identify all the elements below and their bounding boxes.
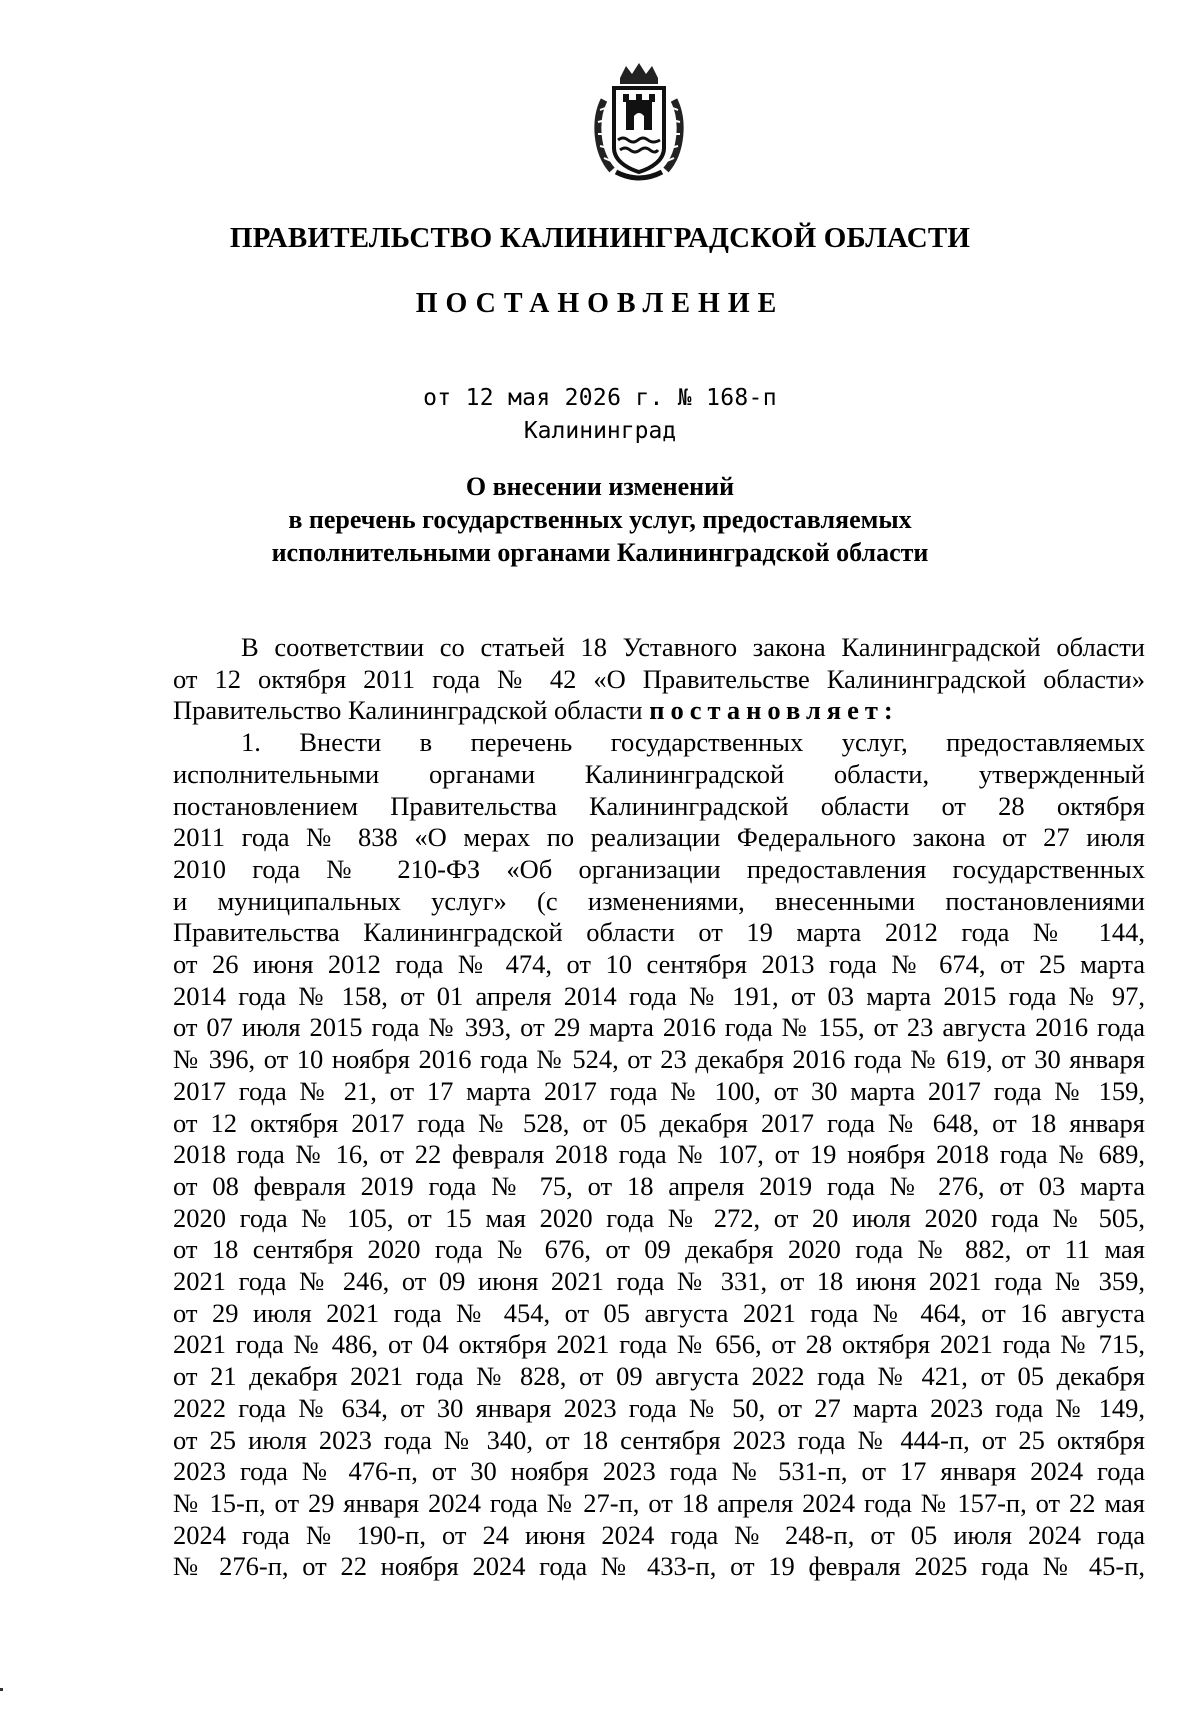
body-line: от 26 июня 2012 года № 474, от 10 сентября 2013 года № 674, от 25 марта xyxy=(173,949,1145,980)
body-line: от 25 июля 2023 года № 340, от 18 сентября 2023 года № 444-п, от 25 октября xyxy=(173,1424,1145,1455)
body-line: № 15-п, от 29 января 2024 года № 27-п, от 18 апреля 2024 года № 157-п, от 22 мая xyxy=(173,1487,1145,1518)
body-line: от 21 декабря 2021 года № 828, от 09 августа 2022 года № 421, от 05 декабря xyxy=(173,1361,1145,1392)
body-line: от 29 июля 2021 года № 454, от 05 августа 2021 года № 464, от 16 августа xyxy=(173,1297,1145,1328)
body-line: 2021 года № 486, от 04 октября 2021 года № 656, от 28 октября 2021 года № 715, xyxy=(173,1329,1145,1360)
subject-line: исполнительными органами Калининградской области xyxy=(271,538,929,567)
body-line: 2022 года № 634, от 30 января 2023 года № 50, от 27 марта 2023 года № 149, xyxy=(173,1392,1145,1423)
body-line: Правительства Калининградской области от 19 марта 2012 года № 144, xyxy=(173,917,1145,948)
body-line: 2011 года № 838 «О мерах по реализации Федерального закона от 27 июля xyxy=(173,822,1145,853)
document-type: ПОСТАНОВЛЕНИЕ xyxy=(415,288,785,319)
body-line xyxy=(173,695,1145,727)
body-line: от 12 октября 2017 года № 528, от 05 декабря 2017 года № 648, от 18 января xyxy=(173,1107,1145,1138)
body-line: постановлением Правительства Калининградской области от 28 октября xyxy=(173,790,1145,821)
body-line: № 276-п, от 22 ноября 2024 года № 433-п, от 19 февраля 2025 года № 45-п, xyxy=(173,1551,1145,1582)
body-line: 2020 года № 105, от 15 мая 2020 года № 272, от 20 июля 2020 года № 505, xyxy=(173,1202,1145,1233)
body-line: 2023 года № 476-п, от 30 ноября 2023 года № 531-п, от 17 января 2024 года xyxy=(173,1456,1145,1487)
document-date-number: от 12 мая 2026 г. № 168-п xyxy=(423,385,777,411)
body-line: от 07 июля 2015 года № 393, от 29 марта 2016 года № 155, от 23 августа 2016 года xyxy=(173,1012,1145,1043)
body-line: 2017 года № 21, от 17 марта 2017 года № 100, от 30 марта 2017 года № 159, xyxy=(173,1075,1145,1106)
scan-artifact xyxy=(0,1688,3,1691)
subject-line: в перечень государственных услуг, предоставляемых xyxy=(288,505,912,534)
body-line: исполнительными органами Калининградской области, утвержденный xyxy=(173,758,1145,789)
body-line: № 396, от 10 ноября 2016 года № 524, от 23 декабря 2016 года № 619, от 30 января xyxy=(173,1044,1145,1075)
government-name: ПРАВИТЕЛЬСТВО КАЛИНИНГРАДСКОЙ ОБЛАСТИ xyxy=(229,222,971,254)
body-line: 2018 года № 16, от 22 февраля 2018 года № 107, от 19 ноября 2018 года № 689, xyxy=(173,1139,1145,1170)
body-line-text: Правительство Калининградской области xyxy=(173,695,643,726)
body-line: В соответствии со статьей 18 Уставного закона Калининградской области xyxy=(241,632,1145,662)
body-line: от 18 сентября 2020 года № 676, от 09 декабря 2020 года № 882, от 11 мая xyxy=(173,1234,1145,1265)
body-line: 1. Внести в перечень государственных услуг, предоставляемых xyxy=(241,727,1145,758)
document-city: Калининград xyxy=(523,418,677,444)
document-subject xyxy=(0,470,1200,569)
body-line: 2021 года № 246, от 09 июня 2021 года № 331, от 18 июня 2021 года № 359, xyxy=(173,1266,1145,1297)
body-line: от 12 октября 2011 года № 42 «О Правительстве Калининградской области» xyxy=(173,663,1145,694)
body-line: 2014 года № 158, от 01 апреля 2014 года № 191, от 03 марта 2015 года № 97, xyxy=(173,980,1145,1011)
body-line: и муниципальных услуг» (с изменениями, внесенными постановлениями xyxy=(173,885,1145,916)
body-line: от 08 февраля 2019 года № 75, от 18 апреля 2019 года № 276, от 03 марта xyxy=(173,1170,1145,1201)
body-line: 2024 года № 190-п, от 24 июня 2024 года № 248-п, от 05 июля 2024 года xyxy=(173,1519,1145,1550)
document-body xyxy=(173,632,1145,1583)
resolves-word: постановляет: xyxy=(649,695,899,726)
body-line: 2010 года № 210-ФЗ «Об организации предоставления государственных xyxy=(173,853,1145,884)
kaliningrad-coat-of-arms-icon xyxy=(590,60,688,182)
subject-line: О внесении изменений xyxy=(465,472,735,501)
